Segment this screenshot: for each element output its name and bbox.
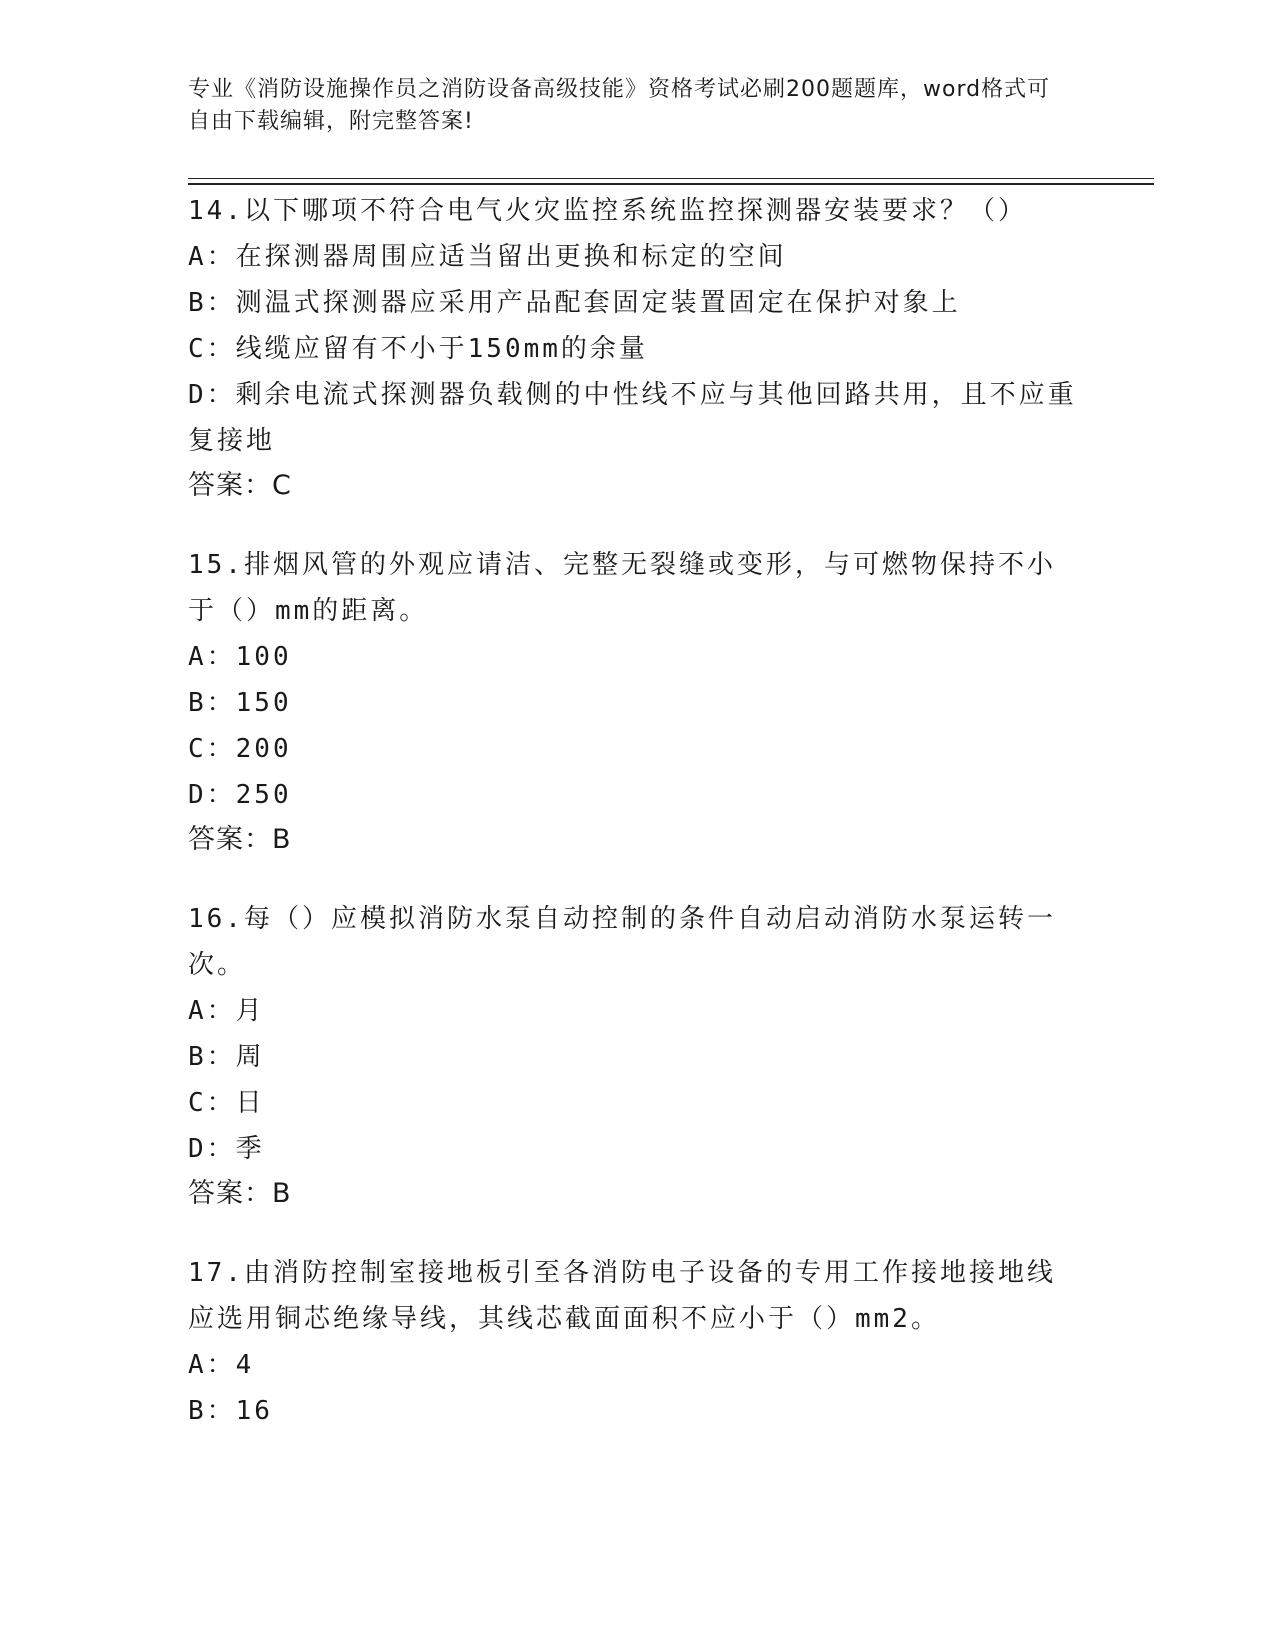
option-b: B：测温式探测器应采用产品配套固定装置固定在保护对象上	[188, 288, 961, 318]
question-list	[188, 188, 1078, 1468]
option-c: C：线缆应留有不小于150mm的余量	[188, 334, 648, 364]
option-a: A：月	[188, 996, 265, 1026]
option-a: A：100	[188, 642, 292, 672]
option-b: B：16	[188, 1396, 273, 1426]
question-stem: 16.每（）应模拟消防水泵自动控制的条件自动启动消防水泵运转一次。	[188, 904, 1056, 980]
document-header: 专业《消防设施操作员之消防设备高级技能》资格考试必刷200题题库，word格式可自由下载编辑，附完整答案!	[188, 77, 1051, 134]
option-d: D：250	[188, 780, 292, 810]
question-stem: 17.由消防控制室接地板引至各消防电子设备的专用工作接地接地线应选用铜芯绝缘导线，其线芯截面面积不应小于（）mm2。	[188, 1258, 1056, 1334]
option-b: B：周	[188, 1042, 265, 1072]
option-c: C：日	[188, 1088, 265, 1118]
option-b: B：150	[188, 688, 292, 718]
option-d: D：剩余电流式探测器负载侧的中性线不应与其他回路共用，且不应重复接地	[188, 380, 1077, 456]
question-stem: 15.排烟风管的外观应请洁、完整无裂缝或变形，与可燃物保持不小于（）mm的距离。	[188, 550, 1056, 626]
option-a: A：4	[188, 1350, 255, 1380]
option-c: C：200	[188, 734, 292, 764]
answer: 答案：B	[188, 1178, 292, 1209]
header-divider-thick	[188, 183, 1154, 185]
option-a: A：在探测器周围应适当留出更换和标定的空间	[188, 242, 787, 272]
question-17	[188, 1250, 1078, 1434]
question-15	[188, 542, 1078, 862]
question-14	[188, 188, 1078, 508]
option-d: D：季	[188, 1134, 265, 1164]
question-16	[188, 896, 1078, 1216]
answer: 答案：B	[188, 824, 292, 855]
header-divider-thin	[188, 178, 1154, 179]
question-stem: 14.以下哪项不符合电气火灾监控系统监控探测器安装要求？（）	[188, 196, 1027, 226]
answer: 答案：C	[188, 470, 292, 501]
